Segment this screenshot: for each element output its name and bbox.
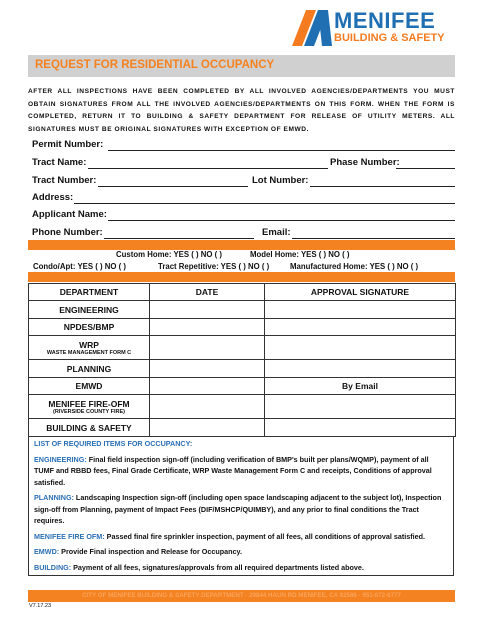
table-header-row [29,284,456,301]
dept-cell [29,395,150,419]
header-approval-signature: APPROVAL SIGNATURE [265,284,456,301]
address-label: Address: [32,192,74,203]
tract-name-label: Tract Name: [32,157,87,168]
requirement-text: Final field inspection sign-off (including verification of BMP's built per plans/WQMP), payment of all TUMF and RBBD fees, Final Grade Certificate, WRP Waste Management Form C and receipts, Conditions of approval satisfied. [34,454,432,487]
requirement-item [34,454,448,489]
requirement-text: Passed final fire sprinkler inspection, payment of all fees, all conditions of approval satisfied. [104,531,426,541]
dept-name: ENGINEERING [29,301,150,319]
required-items-box [28,436,454,576]
signature-cell[interactable] [265,319,456,336]
dept-cell [29,336,150,360]
requirement-label: ENGINEERING: [34,454,87,464]
tract-number-label: Tract Number: [32,175,97,186]
dept-subtitle: WASTE MANAGEMENT FORM C [46,349,132,356]
requirement-text: Landscaping Inspection sign-off (including open space landscaping adjacent to the subject lot), Inspection sign-off from Planning, payment of Impact Fees (DIF/MSHCP/QUIMBY), and any prior to final conditions the Tract requires. [34,493,442,525]
requirement-text: Provide Final inspection and Release for Occupancy. [59,547,242,556]
divider-bar-bottom [28,272,455,282]
dept-name: WRP [79,339,99,350]
dept-name: MENIFEE FIRE-OFM [48,398,130,409]
dept-name: BUILDING & SAFETY [29,419,150,437]
permit-number-field[interactable] [108,150,455,151]
phone-number-field[interactable] [104,238,254,239]
condo-apt-option[interactable]: Condo/Apt: YES ( ) NO ( ) [33,262,126,271]
tract-name-field[interactable] [88,168,328,169]
dept-name: NPDES/BMP [29,319,150,336]
logo-subtitle: BUILDING & SAFETY [334,32,445,44]
date-cell[interactable] [150,301,265,319]
date-cell[interactable] [150,395,265,419]
manufactured-home-option[interactable]: Manufactured Home: YES ( ) NO ( ) [290,262,419,271]
form-title-bar [28,55,455,77]
phone-number-label: Phone Number: [32,227,103,238]
email-field[interactable] [292,238,455,239]
requirement-label: BUILDING: [34,562,72,572]
logo-wordmark: MENIFEE [334,8,436,33]
model-home-option[interactable]: Model Home: YES ( ) NO ( ) [250,250,350,259]
requirement-item [34,492,448,527]
permit-number-label: Permit Number: [32,139,104,150]
table-row [29,336,456,360]
signature-cell[interactable] [265,301,456,319]
tract-number-field[interactable] [98,186,248,187]
date-cell[interactable] [150,419,265,437]
requirement-label: MENIFEE FIRE OFM: [34,531,105,541]
date-cell[interactable] [150,319,265,336]
date-cell[interactable] [150,360,265,378]
date-cell[interactable] [150,378,265,395]
table-row [29,378,456,395]
requirement-label: EMWD: [34,547,60,556]
divider-bar-top [28,240,455,250]
requirement-item [34,546,448,558]
dept-name: EMWD [29,378,150,395]
phase-number-label: Phase Number: [330,157,400,168]
table-row [29,360,456,378]
footer-address: CITY OF MENIFEE BUILDING & SAFETY DEPARTMENT · 29844 HAUN RD MENIFEE, CA 92586 · 951-672-6777 [82,592,401,599]
lot-number-field[interactable] [310,186,455,187]
signature-cell[interactable] [265,419,456,437]
applicant-name-label: Applicant Name: [32,209,107,220]
signature-cell[interactable]: By Email [265,378,456,395]
requirement-label: PLANNING: [34,493,74,502]
dept-name: PLANNING [29,360,150,378]
phase-number-field[interactable] [396,168,455,169]
signature-cell[interactable] [265,360,456,378]
tract-repetitive-option[interactable]: Tract Repetitive: YES ( ) NO ( ) [158,262,270,271]
custom-home-option[interactable]: Custom Home: YES ( ) NO ( ) [116,250,222,259]
applicant-name-field[interactable] [108,220,455,221]
table-row [29,395,456,419]
lot-number-label: Lot Number: [252,175,309,186]
version-label: V7.17.23 [29,603,52,609]
header-date: DATE [150,284,265,301]
department-signature-table [28,283,456,437]
dept-subtitle: (RIVERSIDE COUNTY FIRE) [52,408,125,415]
date-cell[interactable] [150,336,265,360]
signature-cell[interactable] [265,336,456,360]
signature-cell[interactable] [265,395,456,419]
required-items-heading: LIST OF REQUIRED ITEMS FOR OCCUPANCY: [34,439,193,448]
table-row [29,419,456,437]
table-row [29,301,456,319]
email-label: Email: [262,227,291,238]
header-department: DEPARTMENT [29,284,150,301]
form-title: REQUEST FOR RESIDENTIAL OCCUPANCY [35,59,275,71]
instructions-text: AFTER ALL INSPECTIONS HAVE BEEN COMPLETED BY ALL INVOLVED AGENCIES/DEPARTMENTS YOU MUST OBTAIN SIGNATURES FROM ALL THE INVOLVED AGENCIES/DEPARTMENTS ON THIS FORM. WHEN THE FORM IS COMPLETED, RETURN IT TO BUILDING & SAFETY DEPARTMENT FOR RELEASE OF UTILITY METERS. ALL SIGNATURES MUST BE ORIGINAL SIGNATURES WITH EXCEPTION OF EMWD. [28,88,455,133]
requirement-item [34,562,448,574]
footer-bar [28,590,455,602]
address-field[interactable] [74,203,455,204]
table-row [29,319,456,336]
requirement-text: Payment of all fees, signatures/approvals from all required departments listed above. [71,562,364,572]
requirement-item [34,531,448,543]
